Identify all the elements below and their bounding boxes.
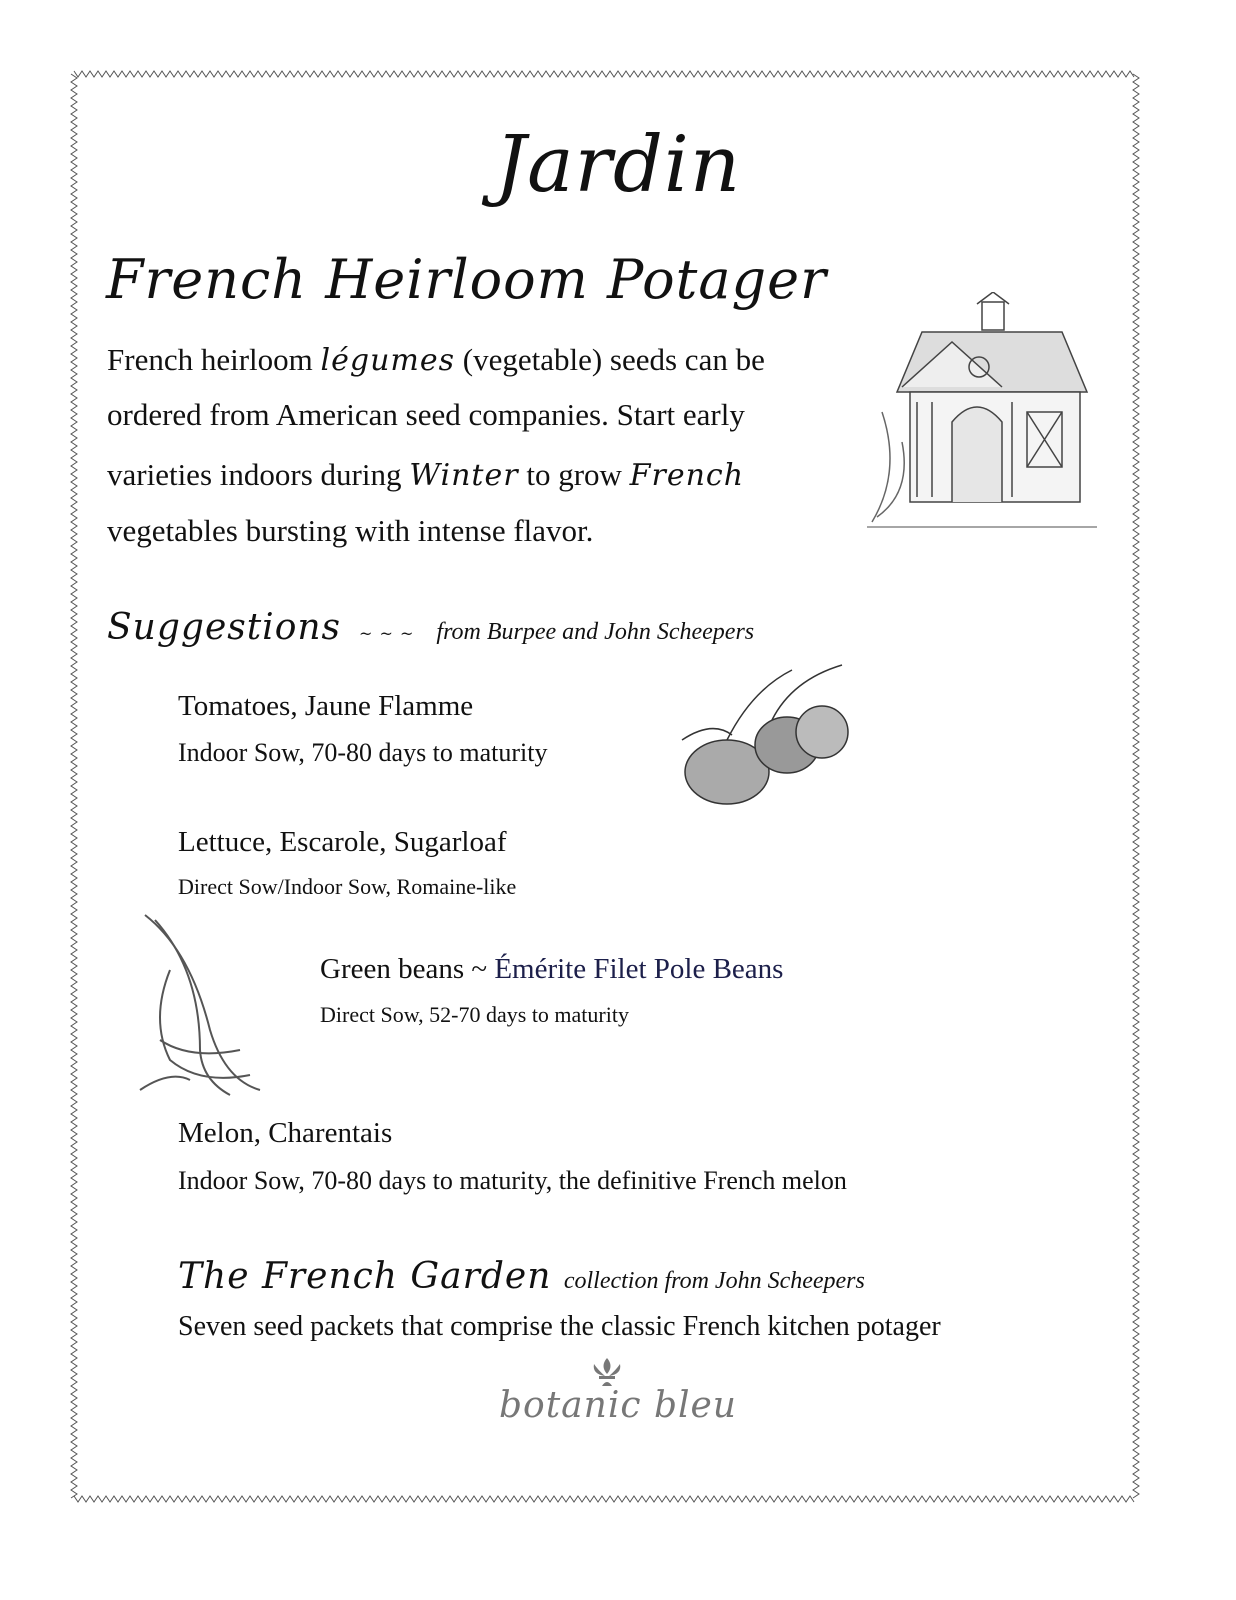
intro-text: to grow xyxy=(526,457,622,492)
intro-text: French heirloom xyxy=(107,342,313,377)
intro-script-word: légumes xyxy=(320,343,455,378)
page-subtitle: French Heirloom Potager xyxy=(106,248,827,311)
tomato-illustration xyxy=(672,660,852,810)
border-edge xyxy=(71,74,77,1498)
intro-script-word: French xyxy=(629,458,745,493)
intro-text: varieties indoors during xyxy=(107,457,402,492)
intro-line-4: vegetables bursting with intense flavor. xyxy=(107,513,594,548)
garden-house-illustration xyxy=(862,292,1102,532)
suggestions-source: from Burpee and John Scheepers xyxy=(436,619,755,645)
item-desc: Direct Sow/Indoor Sow, Romaine-like xyxy=(178,874,517,899)
item-name: Lettuce, Escarole, Sugarloaf xyxy=(178,826,507,858)
collection-desc: Seven seed packets that comprise the classic French kitchen potager xyxy=(178,1311,941,1342)
collection-source: collection from John Scheepers xyxy=(563,1268,865,1294)
item-variety: Émérite Filet Pole Beans xyxy=(494,953,784,985)
botanic-bleu-logo: botanic bleu xyxy=(498,1385,737,1426)
intro-line-1 xyxy=(107,342,765,378)
item-desc: Indoor Sow, 70-80 days to maturity xyxy=(178,738,548,767)
suggestions-title: Suggestions xyxy=(107,607,342,648)
item-name xyxy=(320,953,783,986)
collection-title: The French Garden xyxy=(178,1256,552,1297)
border-edge xyxy=(1133,74,1139,1498)
item-name-text: Green beans ~ xyxy=(320,953,495,985)
suggestions-heading xyxy=(107,607,754,648)
intro-text: (vegetable) seeds can be xyxy=(462,342,765,377)
intro-line-2: ordered from American seed companies. Start early xyxy=(107,397,745,432)
collection-heading xyxy=(178,1256,865,1297)
intro-script-word: Winter xyxy=(409,458,519,493)
border-edge xyxy=(74,71,1134,77)
item-name: Tomatoes, Jaune Flamme xyxy=(178,690,474,722)
green-beans-illustration xyxy=(130,910,270,1105)
intro-line-3 xyxy=(107,457,744,493)
item-name: Melon, Charentais xyxy=(178,1117,393,1149)
item-desc: Indoor Sow, 70-80 days to maturity, the definitive French melon xyxy=(178,1166,847,1195)
border-edge xyxy=(74,1496,1134,1502)
page-title: Jardin xyxy=(494,120,742,210)
separator: ~ ~ ~ xyxy=(359,624,415,643)
fleur-de-lis-icon xyxy=(590,1356,624,1388)
item-desc: Direct Sow, 52-70 days to maturity xyxy=(320,1002,629,1027)
